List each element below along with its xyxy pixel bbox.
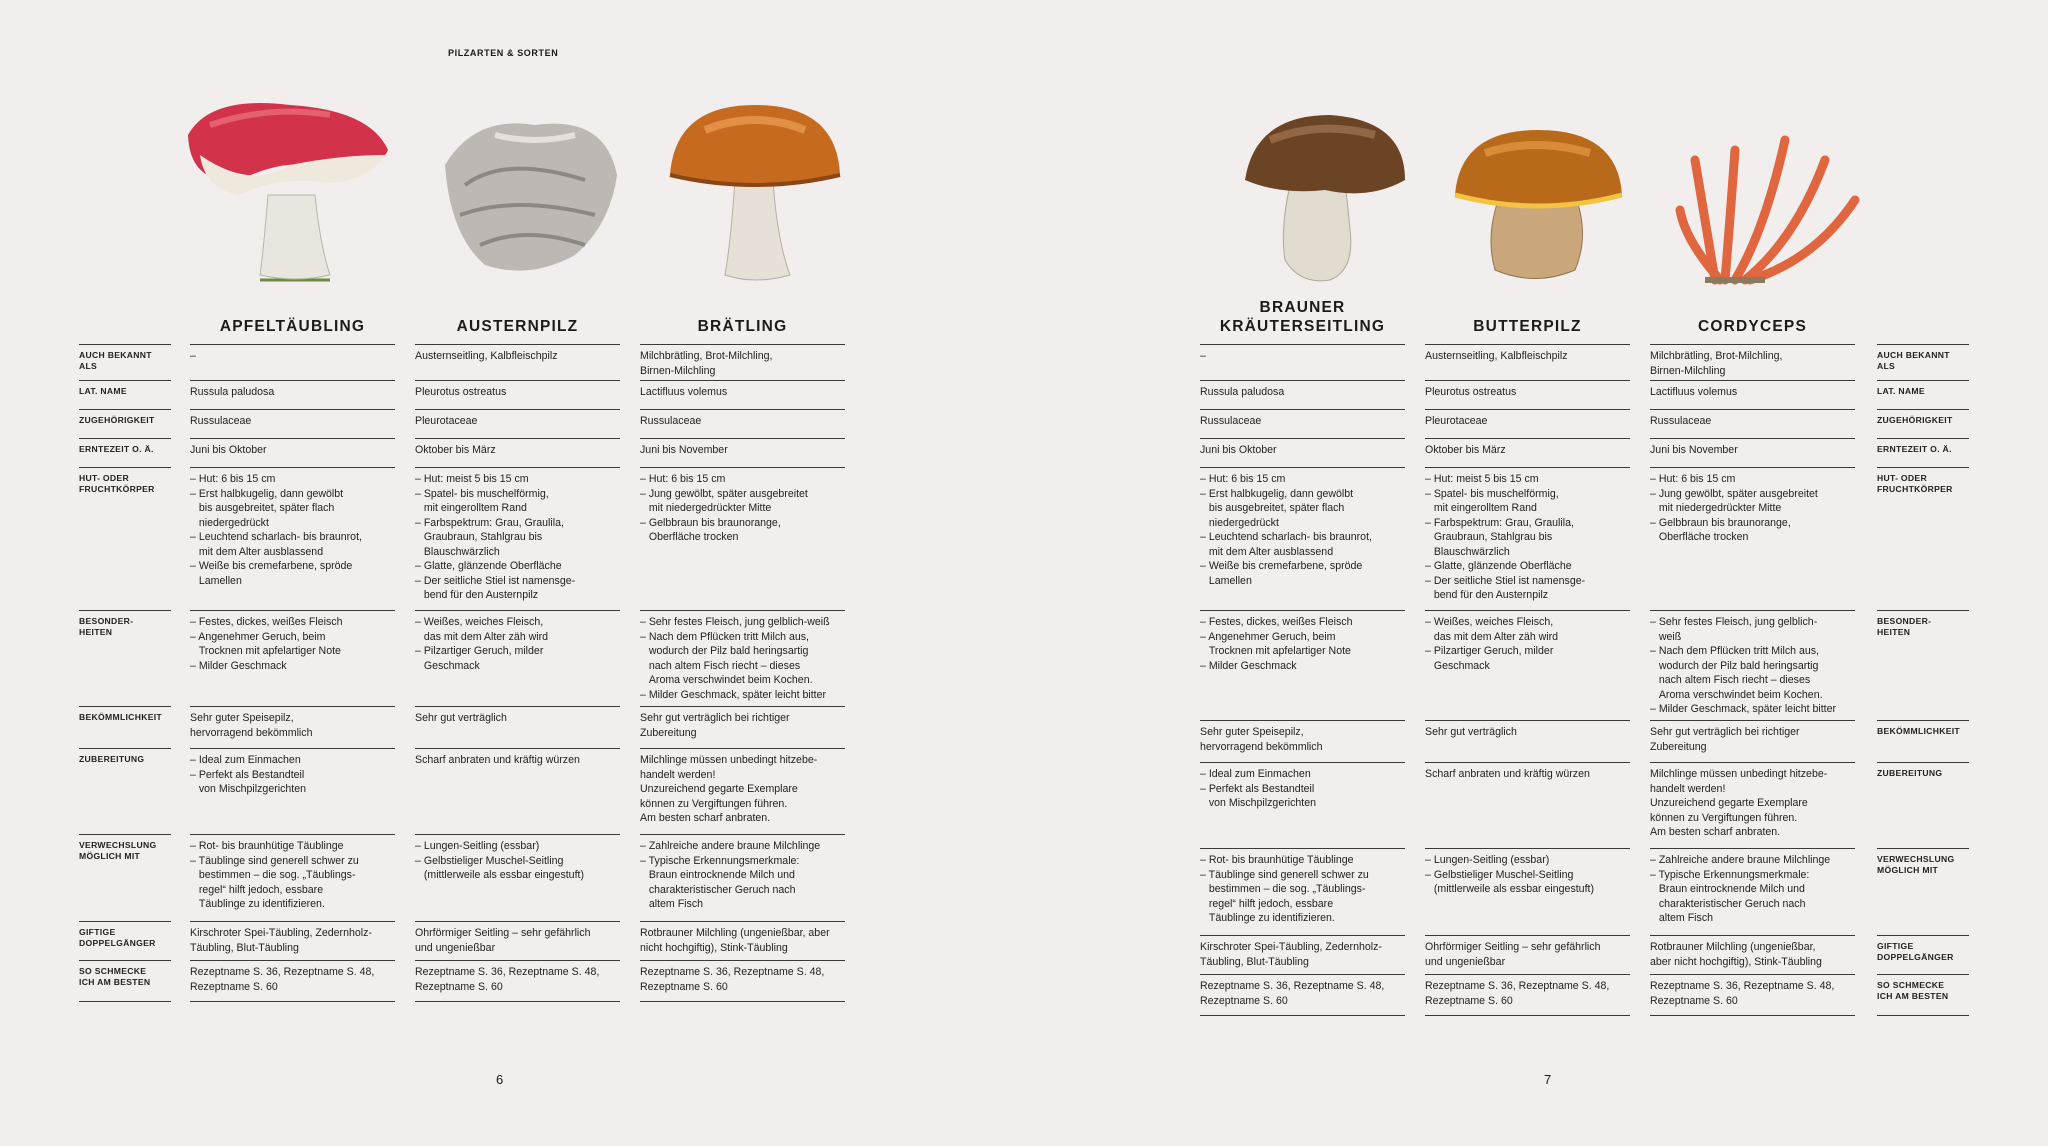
table-cell: Russulaceae (1200, 409, 1405, 438)
table-cell: Russulaceae (190, 409, 395, 438)
table-cell: – Hut: 6 bis 15 cm – Jung gewölbt, später ausgebreitet mit niedergedrückter Mitte – Gelbbraun bis braunorange, Oberfläche trocken (1650, 467, 1855, 610)
row-label: GIFTIGE DOPPELGÄNGER (1877, 935, 1969, 974)
table-cell: Sehr gut verträglich bei richtiger Zubereitung (1650, 720, 1855, 762)
apfeltaeubling-illustration (180, 95, 400, 285)
table-cell: Rezeptname S. 36, Rezeptname S. 48, Rezeptname S. 60 (1200, 974, 1405, 1015)
mushroom-title: CORDYCEPS (1698, 318, 1807, 335)
table-cell: – Zahlreiche andere braune Milchlinge – Typische Erkennungsmerkmale: Braun eintrocknende Milch und charakteristischer Geruch nach altem Fisch (640, 834, 845, 921)
table-bottom-rule (1425, 1015, 1630, 1016)
table-cell: Juni bis Oktober (190, 438, 395, 467)
row-label: ZUBEREITUNG (1877, 762, 1969, 848)
table-cell: Rezeptname S. 36, Rezeptname S. 48, Rezeptname S. 60 (1425, 974, 1630, 1015)
table-cell: Lactifluus volemus (640, 380, 845, 409)
table-cell: Scharf anbraten und kräftig würzen (1425, 762, 1630, 848)
section-header: PILZARTEN & SORTEN (448, 48, 559, 58)
table-cell: – Festes, dickes, weißes Fleisch – Angenehmer Geruch, beim Trocknen mit apfelartiger Note – Milder Geschmack (1200, 610, 1405, 720)
row-label: ZUGEHÖRIGKEIT (79, 409, 171, 438)
table-cell: Kirschroter Spei-Täubling, Zedernholz- Täubling, Blut-Täubling (190, 921, 395, 960)
page-number-right: 7 (1544, 1072, 1552, 1087)
row-label: BESONDER- HEITEN (1877, 610, 1969, 720)
table-cell: Russulaceae (1650, 409, 1855, 438)
table-cell: – (1200, 344, 1405, 380)
table-cell: – Sehr festes Fleisch, jung gelblich- weiß – Nach dem Pflücken tritt Milch aus, wodurch der Pilz bald heringsartig nach altem Fisch riecht – dieses Aroma verschwindet beim Kochen. – Milder Geschmack, später leicht bitter (1650, 610, 1855, 720)
row-label: ERNTEZEIT O. Ä. (79, 438, 171, 467)
table-cell: Kirschroter Spei-Täubling, Zedernholz- Täubling, Blut-Täubling (1200, 935, 1405, 974)
table-cell: Milchbrätling, Brot-Milchling, Birnen-Milchling (640, 344, 845, 380)
row-label: AUCH BEKANNT ALS (1877, 344, 1969, 380)
table-cell: Milchbrätling, Brot-Milchling, Birnen-Milchling (1650, 344, 1855, 380)
table-cell: Sehr guter Speisepilz, hervorragend bekömmlich (1200, 720, 1405, 762)
row-label: SO SCHMECKE ICH AM BESTEN (79, 960, 171, 1001)
table-bottom-rule (79, 1001, 171, 1002)
table-cell: Scharf anbraten und kräftig würzen (415, 748, 620, 834)
table-cell: – Ideal zum Einmachen – Perfekt als Bestandteil von Mischpilzgerichten (190, 748, 395, 834)
table-cell: Oktober bis März (1425, 438, 1630, 467)
table-cell: Oktober bis März (415, 438, 620, 467)
cordyceps-illustration (1675, 120, 1865, 285)
table-cell: Austernseitling, Kalbfleischpilz (415, 344, 620, 380)
austernpilz-illustration (435, 105, 625, 285)
table-cell: Russula paludosa (1200, 380, 1405, 409)
table-cell: – Hut: meist 5 bis 15 cm – Spatel- bis muschelförmig, mit eingerolltem Rand – Farbspektrum: Grau, Graulila, Graubraun, Stahlgrau bis Blauschwärzlich – Glatte, glänzende Oberfläche – Der seitliche Stiel ist namensge- bend für den Austernpilz (1425, 467, 1630, 610)
table-cell: Rotbrauner Milchling (ungenießbar, aber nicht hochgiftig), Stink-Täubling (1650, 935, 1855, 974)
table-cell: Russulaceae (640, 409, 845, 438)
table-cell: Pleurotaceae (1425, 409, 1630, 438)
brauner-kraeuterseitling-illustration (1240, 110, 1410, 285)
table-bottom-rule (640, 1001, 845, 1002)
table-cell: – Lungen-Seitling (essbar) – Gelbstieliger Muschel-Seitling (mittlerweile als essbar eingestuft) (1425, 848, 1630, 935)
page-number-left: 6 (496, 1072, 504, 1087)
row-label: BEKÖMMLICHKEIT (79, 706, 171, 748)
table-cell: Rezeptname S. 36, Rezeptname S. 48, Rezeptname S. 60 (415, 960, 620, 1001)
row-label: ERNTEZEIT O. Ä. (1877, 438, 1969, 467)
table-cell: – Ideal zum Einmachen – Perfekt als Bestandteil von Mischpilzgerichten (1200, 762, 1405, 848)
row-label: ZUGEHÖRIGKEIT (1877, 409, 1969, 438)
table-cell: Lactifluus volemus (1650, 380, 1855, 409)
table-cell: – Hut: 6 bis 15 cm – Erst halbkugelig, dann gewölbt bis ausgebreitet, später flach niedergedrückt – Leuchtend scharlach- bis braunrot, mit dem Alter ausblassend – Weiße bis cremefarbene, spröde Lamellen (1200, 467, 1405, 610)
table-cell: Austernseitling, Kalbfleischpilz (1425, 344, 1630, 380)
table-bottom-rule (415, 1001, 620, 1002)
table-cell: Rezeptname S. 36, Rezeptname S. 48, Rezeptname S. 60 (640, 960, 845, 1001)
table-cell: Sehr gut verträglich bei richtiger Zubereitung (640, 706, 845, 748)
row-label: HUT- ODER FRUCHTKÖRPER (79, 467, 171, 610)
row-label: GIFTIGE DOPPELGÄNGER (79, 921, 171, 960)
table-cell: – (190, 344, 395, 380)
mushroom-title: AUSTERNPILZ (456, 318, 579, 335)
table-cell: – Hut: 6 bis 15 cm – Jung gewölbt, später ausgebreitet mit niedergedrückter Mitte – Gelbbraun bis braunorange, Oberfläche trocken (640, 467, 845, 610)
row-label: VERWECHSLUNG MÖGLICH MIT (1877, 848, 1969, 935)
table-cell: – Lungen-Seitling (essbar) – Gelbstieliger Muschel-Seitling (mittlerweile als essbar eingestuft) (415, 834, 620, 921)
table-cell: Milchlinge müssen unbedingt hitzebe- handelt werden! Unzureichend gegarte Exemplare können zu Vergiftungen führen. Am besten scharf anbraten. (640, 748, 845, 834)
butterpilz-illustration (1450, 125, 1625, 285)
mushroom-title: BRAUNER KRÄUTERSEITLING (1219, 299, 1386, 335)
table-cell: Pleurotaceae (415, 409, 620, 438)
table-cell: Pleurotus ostreatus (415, 380, 620, 409)
table-cell: – Hut: meist 5 bis 15 cm – Spatel- bis muschelförmig, mit eingerolltem Rand – Farbspektrum: Grau, Graulila, Graubraun, Stahlgrau bis Blauschwärzlich – Glatte, glänzende Oberfläche – Der seitliche Stiel ist namensge- bend für den Austernpilz (415, 467, 620, 610)
braetling-illustration (665, 100, 845, 285)
table-cell: – Sehr festes Fleisch, jung gelblich-weiß – Nach dem Pflücken tritt Milch aus, wodurch der Pilz bald heringsartig nach altem Fisch riecht – dieses Aroma verschwindet beim Kochen. – Milder Geschmack, später leicht bitter (640, 610, 845, 706)
table-cell: – Festes, dickes, weißes Fleisch – Angenehmer Geruch, beim Trocknen mit apfelartiger Note – Milder Geschmack (190, 610, 395, 706)
table-bottom-rule (1650, 1015, 1855, 1016)
table-cell: – Rot- bis braunhütige Täublinge – Täublinge sind generell schwer zu bestimmen – die sog. „Täublings- regel“ hilft jedoch, essbare Täublinge zu identifizieren. (190, 834, 395, 921)
table-cell: Juni bis November (1650, 438, 1855, 467)
table-cell: Sehr gut verträglich (415, 706, 620, 748)
table-cell: Milchlinge müssen unbedingt hitzebe- handelt werden! Unzureichend gegarte Exemplare können zu Vergiftungen führen. Am besten scharf anbraten. (1650, 762, 1855, 848)
table-cell: – Hut: 6 bis 15 cm – Erst halbkugelig, dann gewölbt bis ausgebreitet, später flach niedergedrückt – Leuchtend scharlach- bis braunrot, mit dem Alter ausblassend – Weiße bis cremefarbene, spröde Lamellen (190, 467, 395, 610)
table-bottom-rule (1200, 1015, 1405, 1016)
row-label: HUT- ODER FRUCHTKÖRPER (1877, 467, 1969, 610)
table-cell: – Rot- bis braunhütige Täublinge – Täublinge sind generell schwer zu bestimmen – die sog. „Täublings- regel“ hilft jedoch, essbare Täublinge zu identifizieren. (1200, 848, 1405, 935)
mushroom-title: BUTTERPILZ (1473, 318, 1582, 335)
table-cell: Pleurotus ostreatus (1425, 380, 1630, 409)
mushroom-title: BRÄTLING (697, 318, 788, 335)
row-label: BESONDER- HEITEN (79, 610, 171, 706)
row-label: LAT. NAME (79, 380, 171, 409)
table-cell: Rotbrauner Milchling (ungenießbar, aber nicht hochgiftig), Stink-Täubling (640, 921, 845, 960)
row-label: BEKÖMMLICHKEIT (1877, 720, 1969, 762)
table-cell: Ohrförmiger Seitling – sehr gefährlich und ungenießbar (1425, 935, 1630, 974)
row-label: ZUBEREITUNG (79, 748, 171, 834)
table-cell: – Weißes, weiches Fleisch, das mit dem Alter zäh wird – Pilzartiger Geruch, milder Geschmack (415, 610, 620, 706)
table-bottom-rule (1877, 1015, 1969, 1016)
table-cell: Juni bis Oktober (1200, 438, 1405, 467)
row-label: LAT. NAME (1877, 380, 1969, 409)
table-cell: – Zahlreiche andere braune Milchlinge – Typische Erkennungsmerkmale: Braun eintrocknende Milch und charakteristischer Geruch nach altem Fisch (1650, 848, 1855, 935)
table-cell: Russula paludosa (190, 380, 395, 409)
table-cell: Rezeptname S. 36, Rezeptname S. 48, Rezeptname S. 60 (190, 960, 395, 1001)
table-cell: Ohrförmiger Seitling – sehr gefährlich und ungenießbar (415, 921, 620, 960)
mushroom-title: APFELTÄUBLING (219, 318, 366, 335)
row-label: SO SCHMECKE ICH AM BESTEN (1877, 974, 1969, 1015)
table-cell: Sehr guter Speisepilz, hervorragend bekömmlich (190, 706, 395, 748)
table-cell: Juni bis November (640, 438, 845, 467)
table-cell: Rezeptname S. 36, Rezeptname S. 48, Rezeptname S. 60 (1650, 974, 1855, 1015)
table-cell: – Weißes, weiches Fleisch, das mit dem Alter zäh wird – Pilzartiger Geruch, milder Geschmack (1425, 610, 1630, 720)
table-cell: Sehr gut verträglich (1425, 720, 1630, 762)
row-label: AUCH BEKANNT ALS (79, 344, 171, 380)
table-bottom-rule (190, 1001, 395, 1002)
row-label: VERWECHSLUNG MÖGLICH MIT (79, 834, 171, 921)
